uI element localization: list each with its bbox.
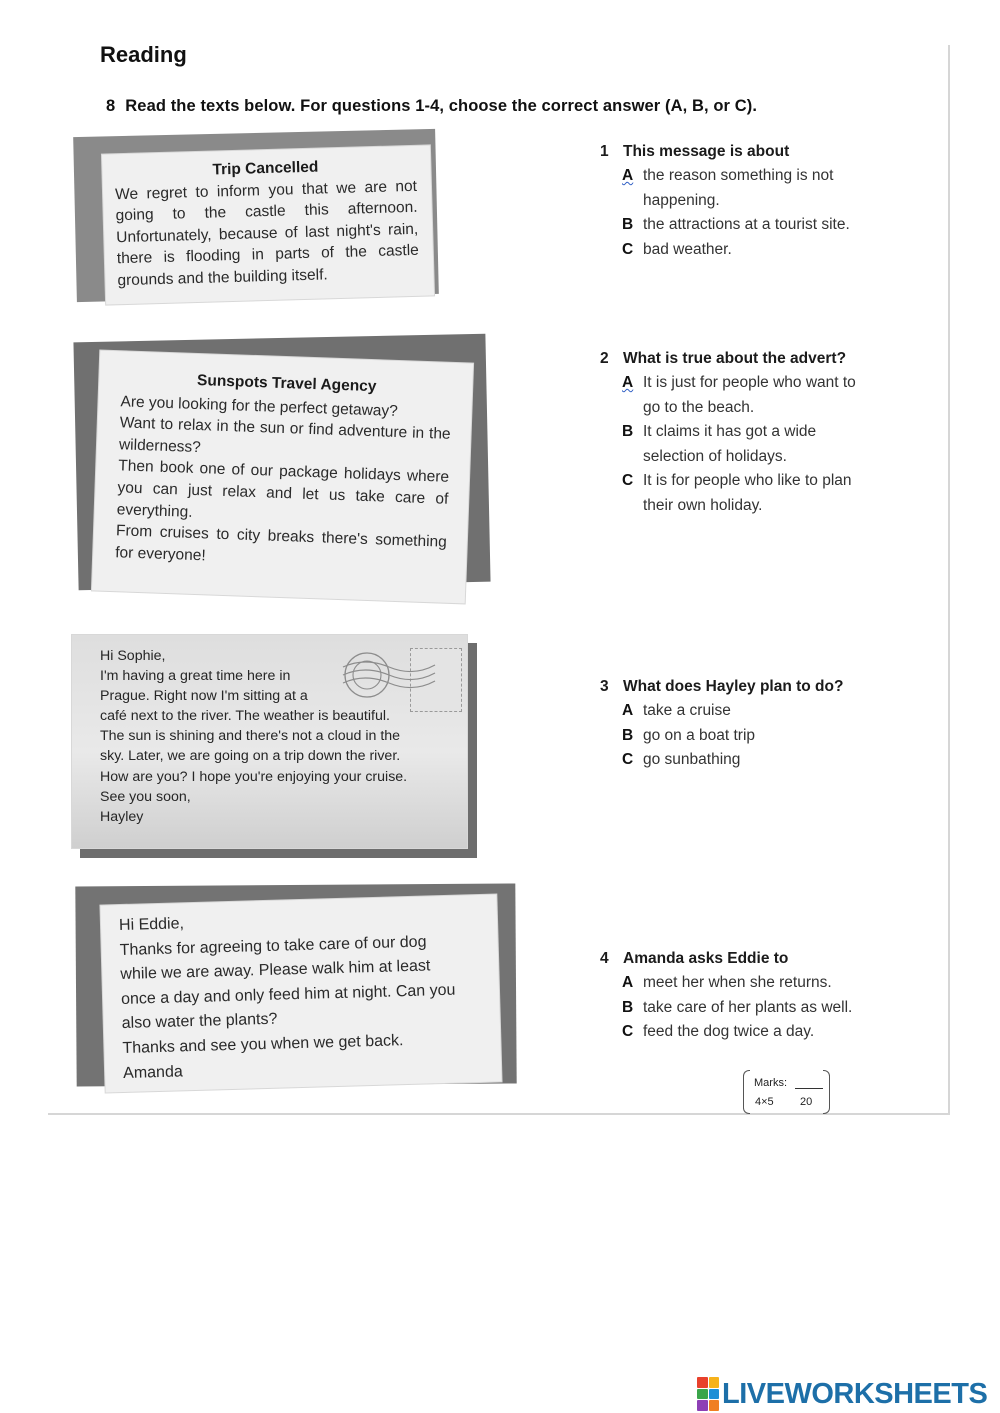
answer-option-a[interactable] (622, 699, 860, 724)
option-letter: C (622, 751, 634, 768)
option-text: It claims it has got a wide selection of holidays. (643, 423, 817, 465)
option-letter: B (622, 423, 634, 440)
brand-name: LIVEWORKSHEETS (722, 1377, 988, 1410)
option-letter: A (622, 167, 634, 184)
logo-blocks-icon (697, 1377, 719, 1411)
answer-option-a[interactable] (622, 971, 900, 996)
answer-option-b[interactable] (622, 213, 890, 238)
option-letter: C (622, 1023, 634, 1040)
note-line: once a day and only feed him at night. Can you (120, 981, 456, 1008)
bracket (823, 1070, 830, 1114)
note-line: Thanks and see you when we get back. (122, 1032, 404, 1057)
question-number: 4 (600, 950, 609, 967)
question-4 (600, 946, 900, 1045)
option-text: take care of her plants as well. (643, 998, 853, 1016)
text-title: Trip Cancelled (212, 158, 319, 179)
question-2 (600, 346, 860, 518)
postcard-line: The sun is shining and there's not a cloud in the (100, 728, 401, 745)
answer-option-a[interactable] (622, 164, 890, 213)
option-letter: A (622, 974, 634, 991)
postcard-line: Prague. Right now I'm sitting at a (100, 688, 308, 705)
answer-option-c[interactable] (622, 748, 860, 773)
note-line: Thanks for agreeing to take care of our dog (119, 933, 427, 959)
option-letter: C (622, 240, 634, 258)
postcard-line: sky. Later, we are going on a trip down the river. (100, 748, 401, 765)
option-letter: B (622, 726, 634, 744)
answer-option-b[interactable] (622, 724, 860, 749)
exercise-instruction (106, 97, 757, 116)
text-travel-agency-advert (92, 351, 473, 604)
logo-block (697, 1400, 708, 1411)
advert-line: Then book one of our package holidays where you can just relax and let us take care of everything. (116, 457, 450, 521)
page-border (948, 45, 950, 1115)
postcard-line: See you soon, (100, 788, 191, 805)
question-number: 2 (600, 350, 609, 367)
advert-line: Want to relax in the sun or find adventure in the wilderness? (118, 414, 451, 456)
question-number: 1 (600, 143, 609, 160)
option-letter: B (622, 216, 634, 233)
option-text: feed the dog twice a day. (643, 1023, 815, 1040)
option-text: bad weather. (643, 240, 732, 258)
question-number: 3 (600, 678, 609, 695)
text-note-eddie (100, 895, 501, 1093)
liveworksheets-logo (697, 1376, 987, 1412)
postmark-icon (335, 645, 445, 705)
option-text: the attractions at a tourist site. (643, 216, 850, 233)
marks-total: 20 (800, 1096, 813, 1108)
note-line: also water the plants? (121, 1011, 278, 1033)
score-blank[interactable] (795, 1088, 823, 1089)
answer-option-a[interactable] (622, 371, 860, 420)
postcard-line: Hi Sophie, (100, 648, 166, 664)
text-body: We regret to inform you that we are not going to the castle this afternoon. Unfortunately, because of last night's rain, there is flooding in parts of the castle grounds and the building itself. (114, 177, 420, 290)
answer-option-c[interactable] (622, 469, 860, 518)
postcard-line: café next to the river. The weather is beautiful. (100, 708, 390, 725)
option-text: take a cruise (643, 702, 731, 719)
answer-option-b[interactable] (622, 996, 900, 1021)
instruction-text: Read the texts below. For questions 1-4, choose the correct answer (A, B, or C). (125, 97, 758, 115)
question-3 (600, 674, 860, 773)
advert-line: From cruises to city breaks there's something for everyone! (114, 522, 448, 565)
option-text: meet her when she returns. (643, 974, 832, 991)
note-line: Amanda (122, 1062, 183, 1082)
question-stem: What is true about the advert? (623, 350, 847, 367)
note-line: while we are away. Please walk him at least (120, 957, 431, 984)
logo-block (697, 1389, 708, 1400)
option-text: go sunbathing (643, 751, 741, 768)
question-stem: This message is about (623, 143, 790, 160)
answer-option-c[interactable] (622, 238, 890, 263)
answer-option-b[interactable] (622, 420, 860, 469)
marks-box (743, 1070, 830, 1114)
question-1 (600, 139, 890, 262)
question-stem: Amanda asks Eddie to (623, 950, 789, 967)
option-text: It is for people who like to plan their own holiday. (643, 472, 852, 514)
postcard-line: I'm having a great time here in (100, 668, 291, 685)
text-title: Sunspots Travel Agency (196, 371, 377, 396)
logo-block (709, 1400, 720, 1411)
postcard-line: Hayley (100, 808, 144, 825)
note-line: Hi Eddie, (118, 915, 185, 935)
advert-line: Are you looking for the perfect getaway? (120, 392, 399, 420)
option-letter: C (622, 472, 634, 489)
option-text: go on a boat trip (643, 726, 756, 744)
answer-option-c[interactable] (622, 1020, 900, 1045)
marks-calc: 4×5 (755, 1096, 774, 1108)
marks-label: Marks: (754, 1077, 787, 1089)
bracket (743, 1070, 750, 1114)
option-letter: A (622, 702, 634, 719)
option-text: It is just for people who want to go to the beach. (643, 374, 856, 416)
question-stem: What does Hayley plan to do? (623, 678, 844, 695)
option-letter: B (622, 998, 634, 1016)
logo-block (709, 1389, 720, 1400)
logo-block (697, 1377, 708, 1388)
option-letter: A (622, 374, 634, 391)
section-title: Reading (100, 42, 187, 67)
text-trip-cancelled (102, 145, 434, 304)
postcard-line: How are you? I hope you're enjoying your cruise. (100, 768, 408, 785)
exercise-number: 8 (106, 97, 116, 115)
option-text: the reason something is not happening. (643, 167, 834, 209)
logo-block (709, 1377, 720, 1388)
